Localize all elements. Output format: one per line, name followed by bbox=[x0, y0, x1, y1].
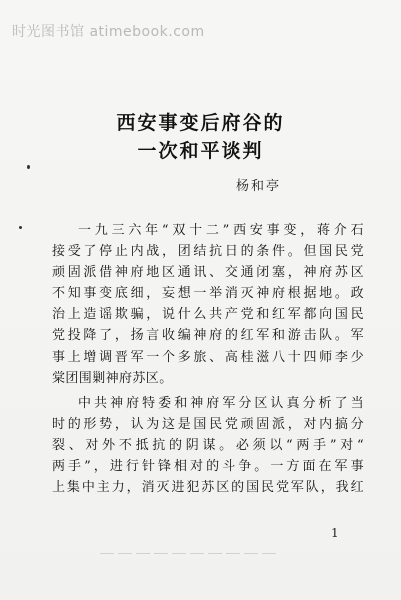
body-line: 事上增调晋军一个多旅、高桂滋八十四师李少 bbox=[52, 349, 364, 365]
body-line: 棠团围剿神府苏区。 bbox=[52, 370, 173, 386]
body-line: 接受了停止内战，团结抗日的条件。但国民党 bbox=[52, 244, 364, 260]
ink-speck bbox=[19, 226, 22, 229]
body-line: 治上造谣欺骗，说什么共产党和红军都向国民 bbox=[52, 307, 364, 323]
body-line: 两手”，进行针锋相对的斗争。一方面在军事 bbox=[52, 459, 364, 475]
ink-speck bbox=[27, 165, 30, 169]
bottom-edge-artifact bbox=[100, 553, 280, 554]
article-title-line-2: 一次和平谈判 bbox=[137, 140, 264, 162]
body-line: 时的形势，认为这是国民党顽固派，对内搞分 bbox=[52, 416, 364, 432]
body-line: 一九三六年“双十二”西安事变，蒋介石 bbox=[78, 223, 364, 238]
article-title-line-1: 西安事变后府谷的 bbox=[116, 112, 285, 134]
author-name: 杨和亭 bbox=[236, 179, 282, 194]
body-line: 顽固派借神府地区通讯、交通闭塞，神府苏区 bbox=[52, 265, 364, 281]
body-line: 上集中主力，消灭进犯苏区的国民党军队，我红 bbox=[52, 480, 364, 496]
page-number: 1 bbox=[331, 526, 339, 540]
body-line: 裂、对外不抵抗的阴谋。必须以“两手”对“ bbox=[52, 437, 364, 453]
body-line: 党投降了，扬言收编神府的红军和游击队。军 bbox=[52, 328, 364, 344]
body-line: 中共神府特委和神府军分区认真分析了当 bbox=[78, 395, 364, 411]
watermark-text: 时光图书馆 atimebook.com bbox=[12, 24, 205, 40]
body-line: 不知事变底细，妄想一举消灭神府根据地。政 bbox=[52, 286, 364, 302]
article-body bbox=[52, 220, 364, 498]
